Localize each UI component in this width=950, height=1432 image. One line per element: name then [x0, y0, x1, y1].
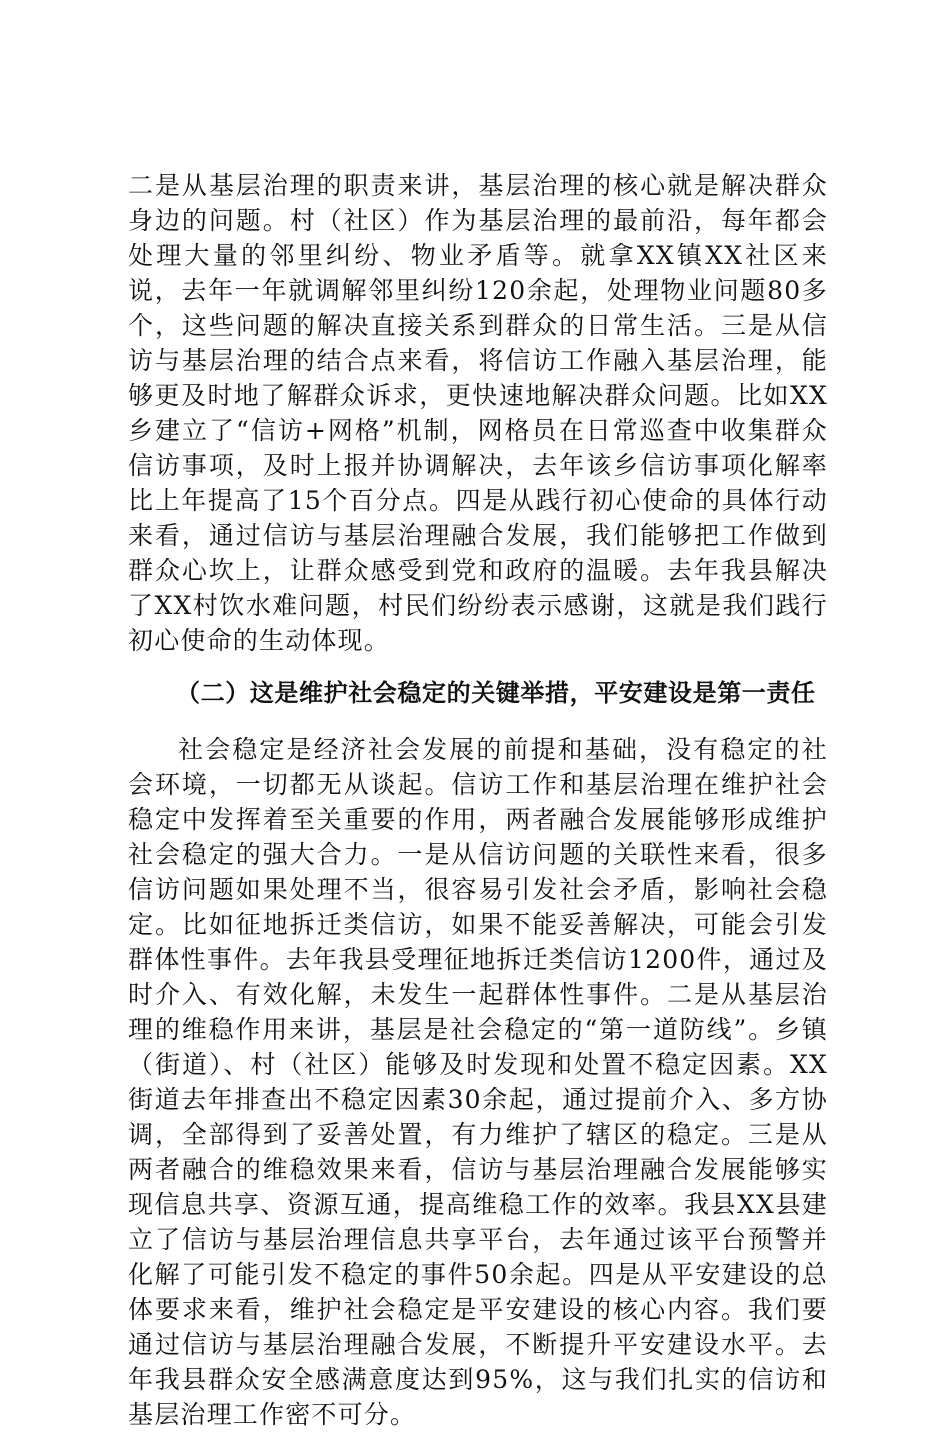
document-body [128, 168, 828, 1432]
section-heading-2: （二）这是维护社会稳定的关键举措，平安建设是第一责任 [176, 679, 816, 707]
body-paragraph-1: 二是从基层治理的职责来讲，基层治理的核心就是解决群众身边的问题。村（社区）作为基层治理的最前沿，每年都会处理大量的邻里纠纷、物业矛盾等。就拿XX镇XX社区来说，去年一年就调解邻里纠纷120余起，处理物业问题80多个，这些问题的解决直接关系到群众的日常生活。三是从信访与基层治理的结合点来看，将信访工作融入基层治理，能够更及时地了解群众诉求，更快速地解决群众问题。比如XX乡建立了“信访+网格”机制，网格员在日常巡查中收集群众信访事项，及时上报并协调解决，去年该乡信访事项化解率比上年提高了15个百分点。四是从践行初心使命的具体行动来看，通过信访与基层治理融合发展，我们能够把工作做到群众心坎上，让群众感受到党和政府的温暖。去年我县解决了XX村饮水难问题，村民们纷纷表示感谢，这就是我们践行初心使命的生动体现。 [128, 171, 828, 655]
body-paragraph-2: 社会稳定是经济社会发展的前提和基础，没有稳定的社会环境，一切都无从谈起。信访工作和基层治理在维护社会稳定中发挥着至关重要的作用，两者融合发展能够形成维护社会稳定的强大合力。一是从信访问题的关联性来看，很多信访问题如果处理不当，很容易引发社会矛盾，影响社会稳定。比如征地拆迁类信访，如果不能妥善解决，可能会引发群体性事件。去年我县受理征地拆迁类信访1200件，通过及时介入、有效化解，未发生一起群体性事件。二是从基层治理的维稳作用来讲，基层是社会稳定的“第一道防线”。乡镇（街道）、村（社区）能够及时发现和处置不稳定因素。XX街道去年排查出不稳定因素30余起，通过提前介入、多方协调，全部得到了妥善处置，有力维护了辖区的稳定。三是从两者融合的维稳效果来看，信访与基层治理融合发展能够实现信息共享、资源互通，提高维稳工作的效率。我县XX县建立了信访与基层治理信息共享平台，去年通过该平台预警并化解了可能引发不稳定的事件50余起。四是从平安建设的总体要求来看，维护社会稳定是平安建设的核心内容。我们要通过信访与基层治理融合发展，不断提升平安建设水平。去年我县群众安全感满意度达到95%，这与我们扎实的信访和基层治理工作密不可分。 [128, 735, 828, 1429]
